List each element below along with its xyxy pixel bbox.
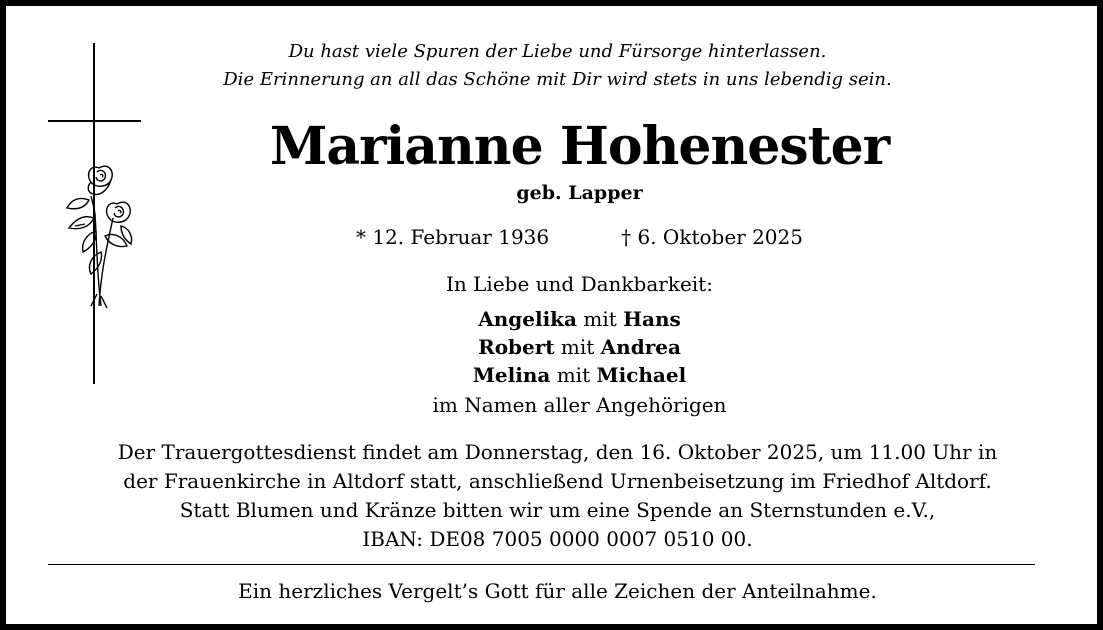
service-line-4: IBAN: DE08 7005 0000 0007 0510 00.: [362, 527, 753, 551]
mourner-line: [28, 333, 1103, 361]
birth-name: geb. Lapper: [516, 182, 643, 204]
mourners-closing: im Namen aller Angehörigen: [432, 393, 727, 417]
service-line-3: Statt Blumen und Kränze bitten wir um eine Spende an Sternstunden e.V.,: [179, 498, 936, 522]
mourner-line: [28, 305, 1103, 333]
life-dates: [28, 225, 1103, 249]
closing-thanks: Ein herzliches Vergelt’s Gott für alle Zeichen der Anteilnahme.: [238, 579, 877, 603]
divider: [48, 564, 1035, 565]
mourner-joiner: mit: [550, 363, 597, 387]
mourner-second: Hans: [623, 307, 681, 331]
mourner-first: Robert: [478, 335, 555, 359]
mourner-joiner: mit: [554, 335, 601, 359]
birth-date: * 12. Februar 1936: [356, 225, 550, 249]
mourner-first: Angelika: [478, 307, 577, 331]
quote-line-2: Die Erinnerung an all das Schöne mit Dir wird stets in uns lebendig sein.: [223, 69, 892, 90]
mourner-second: Michael: [596, 363, 687, 387]
mourner-joiner: mit: [577, 307, 624, 331]
mourners-intro: In Liebe und Dankbarkeit:: [446, 272, 713, 296]
mourner-second: Andrea: [600, 335, 681, 359]
service-line-1: Der Trauergottesdienst findet am Donnerstag, den 16. Oktober 2025, um 11.00 Uhr in: [117, 440, 998, 464]
mourner-line: [28, 361, 1103, 389]
death-date: † 6. Oktober 2025: [621, 225, 803, 249]
mourner-first: Melina: [472, 363, 551, 387]
quote-line-1: Du hast viele Spuren der Liebe und Fürsorge hinterlassen.: [288, 41, 827, 62]
service-line-2: der Frauenkirche in Altdorf statt, anschließend Urnenbeisetzung im Friedhof Altdorf.: [123, 469, 992, 493]
deceased-name: Marianne Hohenester: [269, 116, 890, 177]
